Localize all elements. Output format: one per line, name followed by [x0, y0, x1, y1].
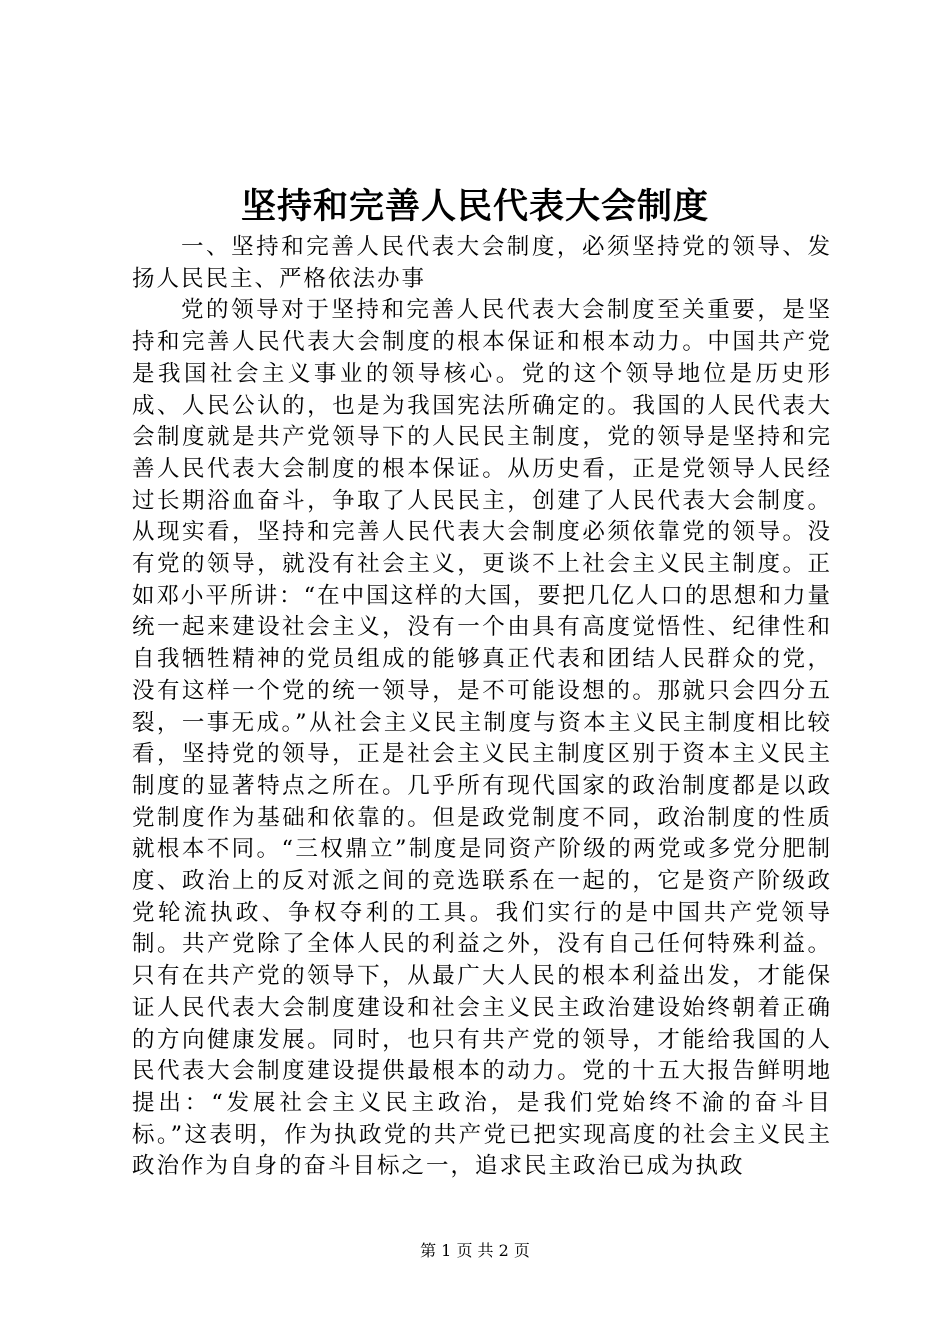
page-footer: 第 1 页 共 2 页: [420, 1241, 530, 1260]
document-body: [132, 232, 832, 1183]
body-paragraph: 党的领导对于坚持和完善人民代表大会制度至关重要，是坚持和完善人民代表大会制度的根本保证和根本动力。中国共产党是我国社会主义事业的领导核心。党的这个领导地位是历史形成、人民公认的，也是为我国宪法所确定的。我国的人民代表大会制度就是共产党领导下的人民民主制度，党的领导是坚持和完善人民代表大会制度的根本保证。从历史看，正是党领导人民经过长期浴血奋斗，争取了人民民主，创建了人民代表大会制度。从现实看，坚持和完善人民代表大会制度必须依靠党的领导。没有党的领导，就没有社会主义，更谈不上社会主义民主制度。正如邓小平所讲：“在中国这样的大国，要把几亿人口的思想和力量统一起来建设社会主义，没有一个由具有高度觉悟性、纪律性和自我牺牲精神的党员组成的能够真正代表和团结人民群众的党，没有这样一个党的统一领导，是不可能设想的。那就只会四分五裂，一事无成。”从社会主义民主制度与资本主义民主制度相比较看，坚持党的领导，正是社会主义民主制度区别于资本主义民主制度的显著特点之所在。几乎所有现代国家的政治制度都是以政党制度作为基础和依靠的。但是政党制度不同，政治制度的性质就根本不同。“三权鼎立”制度是同资产阶级的两党或多党分肥制度、政治上的反对派之间的竞选联系在一起的，它是资产阶级政党轮流执政、争权夺利的工具。我们实行的是中国共产党领导制。共产党除了全体人民的利益之外，没有自己任何特殊利益。只有在共产党的领导下，从最广大人民的根本利益出发，才能保证人民代表大会制度建设和社会主义民主政治建设始终朝着正确的方向健康发展。同时，也只有共产党的领导，才能给我国的人民代表大会制度建设提供最根本的动力。党的十五大报告鲜明地提出：“发展社会主义民主政治，是我们党始终不渝的奋斗目标。”这表明，作为执政党的共产党已把实现高度的社会主义民主政治作为自身的奋斗目标之一，追求民主政治已成为执政: [132, 297, 832, 1180]
section-heading: 一、坚持和完善人民代表大会制度，必须坚持党的领导、发扬人民民主、严格依法办事: [132, 234, 832, 292]
document-title: 坚持和完善人民代表大会制度: [240, 186, 709, 227]
